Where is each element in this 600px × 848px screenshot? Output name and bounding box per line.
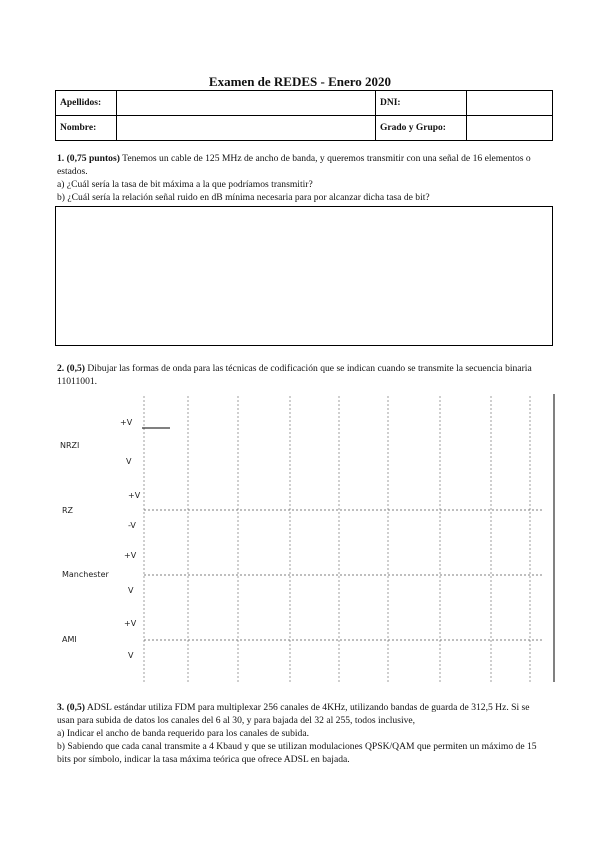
nrzi-plus-label: +V xyxy=(120,418,133,427)
rz-plus-label: +V xyxy=(128,491,141,500)
apellidos-label: Apellidos: xyxy=(56,91,117,116)
exam-title: Examen de REDES - Enero 2020 xyxy=(208,74,392,89)
question-3b: b) Sabiendo que cada canal transmite a 4 Kbaud y que se utilizan modulaciones QPSK/QAM que permiten un máximo de 15 bits por símbolo, indicar la tasa máxima teórica que ofrece ADSL en bajada. xyxy=(57,741,537,765)
question-1-text: Tenemos un cable de 125 MHz de ancho de banda, y queremos transmitir con una señal de 16 elementos o estados. xyxy=(57,153,531,177)
ami-label: AMI xyxy=(62,635,77,644)
grado-label: Grado y Grupo: xyxy=(376,116,467,141)
question-1b: b) ¿Cuál sería la relación señal ruido en dB mínima necesaria para por alcanzar dicha tasa de bit? xyxy=(57,192,430,203)
nombre-label: Nombre: xyxy=(56,116,117,141)
ami-minus-label: V xyxy=(128,651,134,660)
question-2-text: Dibujar las formas de onda para las técnicas de codificación que se indican cuando se transmite la secuencia binaria 11011001. xyxy=(57,363,532,387)
rz-minus-label: -V xyxy=(128,521,136,530)
question-3-number: 3. (0,5) xyxy=(57,702,85,713)
ami-plus-label: +V xyxy=(124,619,137,628)
nombre-field[interactable] xyxy=(117,116,376,141)
manchester-label: Manchester xyxy=(62,570,109,579)
question-1-number: 1. (0,75 puntos) xyxy=(57,153,120,164)
dni-label: DNI: xyxy=(376,91,467,116)
apellidos-field[interactable] xyxy=(117,91,376,116)
question-1a: a) ¿Cuál sería la tasa de bit máxima a la que podríamos transmitir? xyxy=(57,179,313,190)
question-2 xyxy=(57,362,547,388)
dni-field[interactable] xyxy=(467,91,553,116)
nrzi-label: NRZI xyxy=(60,441,80,450)
question-1 xyxy=(57,152,547,204)
question-3 xyxy=(57,701,547,766)
student-info-table xyxy=(55,90,553,141)
grid-vertical-lines xyxy=(144,396,530,682)
grid-baselines xyxy=(144,510,544,640)
waveform-grid[interactable] xyxy=(58,392,558,684)
rz-label: RZ xyxy=(62,506,74,515)
manchester-minus-label: V xyxy=(128,586,134,595)
question-3a: a) Indicar el ancho de banda requerido para los canales de subida. xyxy=(57,728,309,739)
question-2-number: 2. (0,5) xyxy=(57,363,85,374)
manchester-plus-label: +V xyxy=(124,551,137,560)
grado-field[interactable] xyxy=(467,116,553,141)
question-3-text: ADSL estándar utiliza FDM para multiplexar 256 canales de 4KHz, utilizando bandas de guarda de 312,5 Hz. Si se usan para subida de datos los canales del 6 al 30, y para bajada del 32 al 255, todos inclusive, xyxy=(57,702,530,726)
nrzi-minus-label: V xyxy=(126,457,132,466)
answer-box-1[interactable] xyxy=(55,206,553,346)
